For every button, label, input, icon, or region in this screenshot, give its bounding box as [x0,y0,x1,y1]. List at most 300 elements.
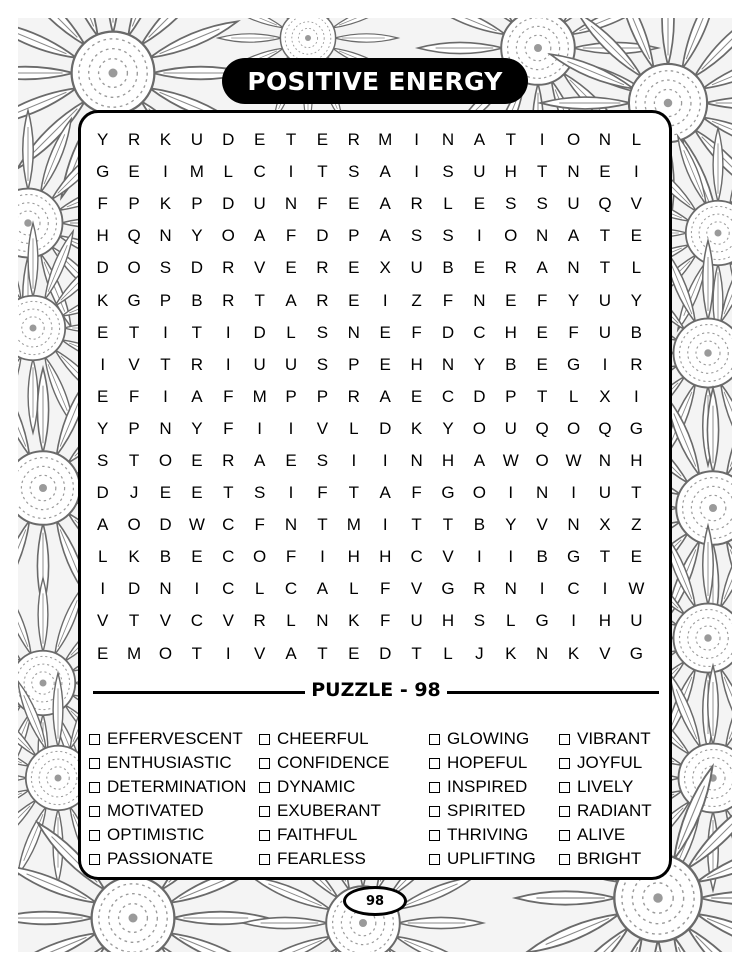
grid-letter[interactable]: N [441,354,455,374]
grid-letter[interactable]: I [351,450,357,470]
grid-letter[interactable]: Y [442,418,454,438]
grid-letter[interactable]: E [128,162,140,182]
grid-letter[interactable]: P [128,194,140,214]
grid-letter[interactable]: I [163,322,168,342]
grid-letter[interactable]: C [253,162,266,182]
grid-letter[interactable]: Z [411,290,422,310]
grid-letter[interactable]: E [536,322,548,342]
grid-letter[interactable]: V [442,547,454,567]
grid-letter[interactable]: D [441,322,455,342]
grid-letter[interactable]: Y [191,226,203,246]
grid-letter[interactable]: E [630,226,642,246]
grid-letter[interactable]: E [159,483,172,503]
grid-letter[interactable]: S [536,194,548,214]
grid-letter[interactable]: O [566,130,581,150]
grid-letter[interactable]: Y [97,418,109,438]
grid-letter[interactable]: G [441,579,455,599]
word-list-item[interactable] [259,799,389,823]
grid-letter[interactable]: I [633,162,639,182]
grid-letter[interactable]: F [223,418,234,438]
grid-letter[interactable]: B [159,547,172,567]
grid-letter[interactable]: N [598,130,612,150]
grid-letter[interactable]: E [285,450,297,470]
grid-letter[interactable]: I [320,547,325,567]
grid-letter[interactable]: I [602,579,608,599]
empty-checkbox-icon[interactable] [559,854,570,865]
grid-letter[interactable]: D [96,258,109,278]
grid-letter[interactable]: A [379,226,391,246]
word-list-item[interactable] [89,727,246,751]
grid-letter[interactable]: N [159,418,172,438]
word-list-item[interactable] [429,727,536,751]
grid-letter[interactable]: T [411,515,422,535]
grid-letter[interactable]: E [191,547,203,567]
grid-letter[interactable]: T [317,515,328,535]
empty-checkbox-icon[interactable] [259,854,270,865]
grid-letter[interactable]: V [222,611,234,631]
grid-letter[interactable]: R [473,579,486,599]
grid-letter[interactable]: C [222,547,235,567]
grid-letter[interactable]: A [567,226,580,246]
grid-letter[interactable]: F [285,226,297,246]
grid-letter[interactable]: C [190,611,203,631]
grid-letter[interactable]: R [347,130,360,150]
empty-checkbox-icon[interactable] [559,782,570,793]
grid-letter[interactable]: S [410,226,423,246]
grid-letter[interactable]: R [410,194,423,214]
grid-letter[interactable]: Y [505,515,517,535]
grid-letter[interactable]: E [97,643,109,663]
grid-letter[interactable]: N [159,579,172,599]
grid-letter[interactable]: G [629,643,643,663]
grid-letter[interactable]: B [442,258,454,278]
grid-letter[interactable]: V [253,643,266,663]
grid-letter[interactable]: U [253,194,266,214]
grid-letter[interactable]: L [349,579,359,599]
grid-letter[interactable]: G [127,290,141,310]
grid-letter[interactable]: I [414,130,419,150]
grid-letter[interactable]: G [441,483,455,503]
grid-letter[interactable]: I [477,547,482,567]
grid-letter[interactable]: K [159,130,172,150]
grid-letter[interactable]: D [222,194,235,214]
grid-letter[interactable]: L [286,322,296,342]
grid-letter[interactable]: Z [631,515,642,535]
grid-letter[interactable]: E [253,130,266,150]
grid-letter[interactable]: V [410,579,423,599]
grid-letter[interactable]: T [317,162,328,182]
grid-letter[interactable]: L [568,386,579,406]
grid-letter[interactable]: V [630,194,642,214]
grid-letter[interactable]: V [316,418,329,438]
grid-letter[interactable]: S [505,194,517,214]
grid-letter[interactable]: E [473,194,486,214]
grid-letter[interactable]: P [316,386,329,406]
grid-letter[interactable]: S [473,611,486,631]
word-list-item[interactable] [89,823,246,847]
grid-letter[interactable]: F [285,547,297,567]
grid-letter[interactable]: I [414,162,419,182]
grid-letter[interactable]: A [191,386,203,406]
grid-letter[interactable]: D [127,579,141,599]
grid-letter[interactable]: I [225,322,231,342]
grid-letter[interactable]: T [254,290,265,310]
grid-letter[interactable]: K [97,290,109,310]
grid-letter[interactable]: H [630,450,643,470]
grid-letter[interactable]: A [536,258,548,278]
grid-letter[interactable]: H [504,162,517,182]
grid-letter[interactable]: T [160,354,171,374]
grid-letter[interactable]: Y [567,290,580,310]
grid-letter[interactable]: K [567,643,580,663]
grid-letter[interactable]: M [346,515,361,535]
empty-checkbox-icon[interactable] [259,758,270,769]
grid-letter[interactable]: T [631,483,642,503]
empty-checkbox-icon[interactable] [429,758,440,769]
grid-letter[interactable]: W [565,450,582,470]
grid-letter[interactable]: G [629,418,643,438]
grid-letter[interactable]: N [504,579,517,599]
grid-letter[interactable]: I [633,386,639,406]
word-list-item[interactable] [259,775,389,799]
grid-letter[interactable]: I [100,579,106,599]
grid-letter[interactable]: I [288,162,294,182]
grid-letter[interactable]: K [410,418,423,438]
grid-letter[interactable]: K [128,547,140,567]
grid-letter[interactable]: E [316,130,329,150]
grid-letter[interactable]: B [536,547,548,567]
empty-checkbox-icon[interactable] [89,782,100,793]
empty-checkbox-icon[interactable] [559,758,570,769]
grid-letter[interactable]: I [288,483,294,503]
grid-letter[interactable]: D [316,226,329,246]
grid-letter[interactable]: F [380,579,391,599]
grid-letter[interactable]: I [382,290,388,310]
word-list-item[interactable] [559,799,652,823]
grid-letter[interactable]: R [222,258,235,278]
grid-letter[interactable]: I [477,226,482,246]
word-list-item[interactable] [559,727,652,751]
grid-letter[interactable]: I [382,450,388,470]
grid-letter[interactable]: F [97,194,108,214]
grid-letter[interactable]: F [317,483,328,503]
grid-letter[interactable]: N [536,643,549,663]
grid-letter[interactable]: I [539,130,545,150]
word-list-item[interactable] [259,823,389,847]
grid-letter[interactable]: M [127,643,142,663]
grid-letter[interactable]: R [222,290,235,310]
grid-letter[interactable]: D [222,130,235,150]
grid-letter[interactable]: C [222,579,235,599]
grid-letter[interactable]: E [630,547,642,567]
grid-letter[interactable]: N [441,130,455,150]
grid-letter[interactable]: J [475,643,484,663]
grid-letter[interactable]: S [316,450,329,470]
empty-checkbox-icon[interactable] [429,782,440,793]
grid-letter[interactable]: U [630,611,643,631]
empty-checkbox-icon[interactable] [89,734,100,745]
grid-letter[interactable]: N [536,226,549,246]
grid-letter[interactable]: E [348,643,360,663]
empty-checkbox-icon[interactable] [89,806,100,817]
empty-checkbox-icon[interactable] [429,830,440,841]
word-list-item[interactable] [559,751,652,775]
grid-letter[interactable]: A [285,643,297,663]
grid-letter[interactable]: U [473,162,486,182]
grid-letter[interactable]: R [316,258,329,278]
grid-letter[interactable]: L [97,547,108,567]
grid-letter[interactable]: I [539,579,545,599]
grid-letter[interactable]: L [631,258,642,278]
grid-letter[interactable]: X [599,386,611,406]
grid-letter[interactable]: E [473,258,486,278]
grid-letter[interactable]: D [473,386,486,406]
grid-letter[interactable]: A [379,194,391,214]
grid-letter[interactable]: S [316,322,329,342]
grid-letter[interactable]: K [159,194,172,214]
grid-letter[interactable]: T [191,643,203,663]
grid-letter[interactable]: X [379,258,391,278]
word-list-item[interactable] [559,847,652,871]
grid-letter[interactable]: Q [598,418,612,438]
grid-letter[interactable]: Q [127,226,141,246]
grid-letter[interactable]: S [442,226,454,246]
grid-letter[interactable]: U [284,354,298,374]
grid-letter[interactable]: A [379,162,391,182]
grid-letter[interactable]: P [159,290,172,310]
word-list-item[interactable] [89,847,246,871]
grid-letter[interactable]: S [348,162,360,182]
grid-letter[interactable]: A [473,130,486,150]
grid-letter[interactable]: U [598,483,612,503]
grid-letter[interactable]: P [191,194,203,214]
grid-letter[interactable]: P [348,226,360,246]
grid-letter[interactable]: N [284,515,298,535]
grid-letter[interactable]: C [473,322,486,342]
grid-letter[interactable]: N [598,450,612,470]
grid-letter[interactable]: W [628,579,645,599]
grid-letter[interactable]: T [317,643,328,663]
grid-letter[interactable]: D [96,483,109,503]
grid-letter[interactable]: N [410,450,423,470]
grid-letter[interactable]: S [159,258,172,278]
grid-letter[interactable]: K [348,611,360,631]
grid-letter[interactable]: A [97,515,109,535]
grid-letter[interactable]: R [127,130,141,150]
grid-letter[interactable]: L [443,194,453,214]
grid-letter[interactable]: I [602,354,608,374]
grid-letter[interactable]: G [566,354,581,374]
empty-checkbox-icon[interactable] [429,806,440,817]
empty-checkbox-icon[interactable] [429,734,440,745]
grid-letter[interactable]: T [191,322,203,342]
grid-letter[interactable]: O [221,226,235,246]
grid-letter[interactable]: C [410,547,423,567]
grid-letter[interactable]: G [566,547,581,567]
grid-letter[interactable]: U [504,418,517,438]
grid-letter[interactable]: A [285,290,297,310]
grid-letter[interactable]: N [567,515,580,535]
grid-letter[interactable]: E [348,290,360,310]
grid-letter[interactable]: O [158,643,173,663]
grid-letter[interactable]: J [129,483,139,503]
grid-letter[interactable]: R [253,611,266,631]
grid-letter[interactable]: V [536,515,548,535]
grid-letter[interactable]: I [194,579,200,599]
grid-letter[interactable]: I [225,643,231,663]
grid-letter[interactable]: T [348,483,360,503]
grid-letter[interactable]: R [630,354,643,374]
grid-letter[interactable]: T [128,450,140,470]
grid-letter[interactable]: F [568,322,579,342]
grid-letter[interactable]: X [599,515,611,535]
grid-letter[interactable]: O [566,418,581,438]
grid-letter[interactable]: F [380,611,391,631]
word-list-item[interactable] [429,751,536,775]
grid-letter[interactable]: N [567,258,580,278]
empty-checkbox-icon[interactable] [259,782,270,793]
grid-letter[interactable]: H [379,547,392,567]
word-list-item[interactable] [259,751,389,775]
grid-letter[interactable]: T [599,226,611,246]
grid-letter[interactable]: T [128,322,140,342]
empty-checkbox-icon[interactable] [429,854,440,865]
grid-letter[interactable]: A [379,386,391,406]
word-list-item[interactable] [89,799,246,823]
grid-letter[interactable]: E [285,258,297,278]
grid-letter[interactable]: T [599,547,611,567]
grid-letter[interactable]: N [536,483,549,503]
grid-letter[interactable]: N [316,611,329,631]
grid-letter[interactable]: L [349,418,359,438]
grid-letter[interactable]: H [96,226,109,246]
grid-letter[interactable]: B [630,322,642,342]
grid-letter[interactable]: N [567,162,580,182]
grid-letter[interactable]: E [97,322,109,342]
grid-letter[interactable]: D [253,322,266,342]
grid-letter[interactable]: Y [97,130,109,150]
word-list-item[interactable] [429,847,536,871]
grid-letter[interactable]: U [598,290,612,310]
grid-letter[interactable]: E [599,162,611,182]
grid-letter[interactable]: L [254,579,265,599]
grid-letter[interactable]: I [508,547,514,567]
grid-letter[interactable]: O [504,226,518,246]
grid-letter[interactable]: H [410,354,423,374]
grid-letter[interactable]: I [163,386,168,406]
grid-letter[interactable]: R [504,258,517,278]
grid-letter[interactable]: E [410,386,423,406]
grid-letter[interactable]: V [128,354,140,374]
grid-letter[interactable]: P [348,354,360,374]
empty-checkbox-icon[interactable] [559,806,570,817]
grid-letter[interactable]: H [441,450,455,470]
grid-letter[interactable]: P [128,418,140,438]
grid-letter[interactable]: E [505,290,517,310]
grid-letter[interactable]: S [253,483,266,503]
grid-letter[interactable]: C [441,386,455,406]
grid-letter[interactable]: T [223,483,234,503]
grid-letter[interactable]: D [379,418,392,438]
grid-letter[interactable]: T [599,258,611,278]
grid-letter[interactable]: C [567,579,580,599]
grid-letter[interactable]: C [222,515,235,535]
grid-letter[interactable]: G [535,611,549,631]
grid-letter[interactable]: E [191,450,203,470]
grid-letter[interactable]: F [411,322,422,342]
grid-letter[interactable]: U [410,258,423,278]
grid-letter[interactable]: A [253,450,266,470]
grid-letter[interactable]: Y [191,418,203,438]
grid-letter[interactable]: O [127,258,141,278]
grid-letter[interactable]: H [441,611,455,631]
grid-letter[interactable]: I [571,483,576,503]
grid-letter[interactable]: E [97,386,109,406]
word-list-item[interactable] [429,799,536,823]
grid-letter[interactable]: I [288,418,294,438]
word-list-item[interactable] [429,775,536,799]
grid-letter[interactable]: O [253,547,267,567]
grid-letter[interactable]: B [191,290,203,310]
grid-letter[interactable]: F [536,290,548,310]
grid-letter[interactable]: T [536,386,548,406]
empty-checkbox-icon[interactable] [259,734,270,745]
grid-letter[interactable]: N [473,290,486,310]
grid-letter[interactable]: S [316,354,329,374]
grid-letter[interactable]: U [253,354,266,374]
grid-letter[interactable]: M [252,386,267,406]
grid-letter[interactable]: V [97,611,109,631]
grid-letter[interactable]: T [536,162,548,182]
grid-letter[interactable]: F [254,515,265,535]
empty-checkbox-icon[interactable] [559,734,570,745]
grid-letter[interactable]: N [347,322,360,342]
grid-letter[interactable]: T [411,643,422,663]
word-list-item[interactable] [429,823,536,847]
grid-letter[interactable]: Q [535,418,549,438]
grid-letter[interactable]: U [567,194,580,214]
grid-letter[interactable]: S [97,450,109,470]
grid-letter[interactable]: I [508,483,514,503]
grid-letter[interactable]: L [443,643,453,663]
grid-letter[interactable]: A [379,483,391,503]
grid-letter[interactable]: T [442,515,454,535]
word-list-item[interactable] [89,751,246,775]
grid-letter[interactable]: V [599,643,611,663]
empty-checkbox-icon[interactable] [89,854,100,865]
grid-letter[interactable]: I [257,418,263,438]
grid-letter[interactable]: M [378,130,393,150]
grid-letter[interactable]: E [379,354,391,374]
grid-letter[interactable]: R [222,450,235,470]
grid-letter[interactable]: W [502,450,519,470]
grid-letter[interactable]: R [316,290,329,310]
grid-letter[interactable]: W [188,515,205,535]
grid-letter[interactable]: Y [473,354,486,374]
grid-letter[interactable]: E [191,483,203,503]
grid-letter[interactable]: L [223,162,233,182]
grid-letter[interactable]: E [379,322,391,342]
grid-letter[interactable]: E [536,354,548,374]
grid-letter[interactable]: I [100,354,106,374]
grid-letter[interactable]: Y [630,290,642,310]
grid-letter[interactable]: A [316,579,329,599]
grid-letter[interactable]: T [128,611,140,631]
grid-letter[interactable]: B [505,354,517,374]
empty-checkbox-icon[interactable] [259,806,270,817]
grid-letter[interactable]: L [286,611,296,631]
grid-letter[interactable]: P [285,386,297,406]
